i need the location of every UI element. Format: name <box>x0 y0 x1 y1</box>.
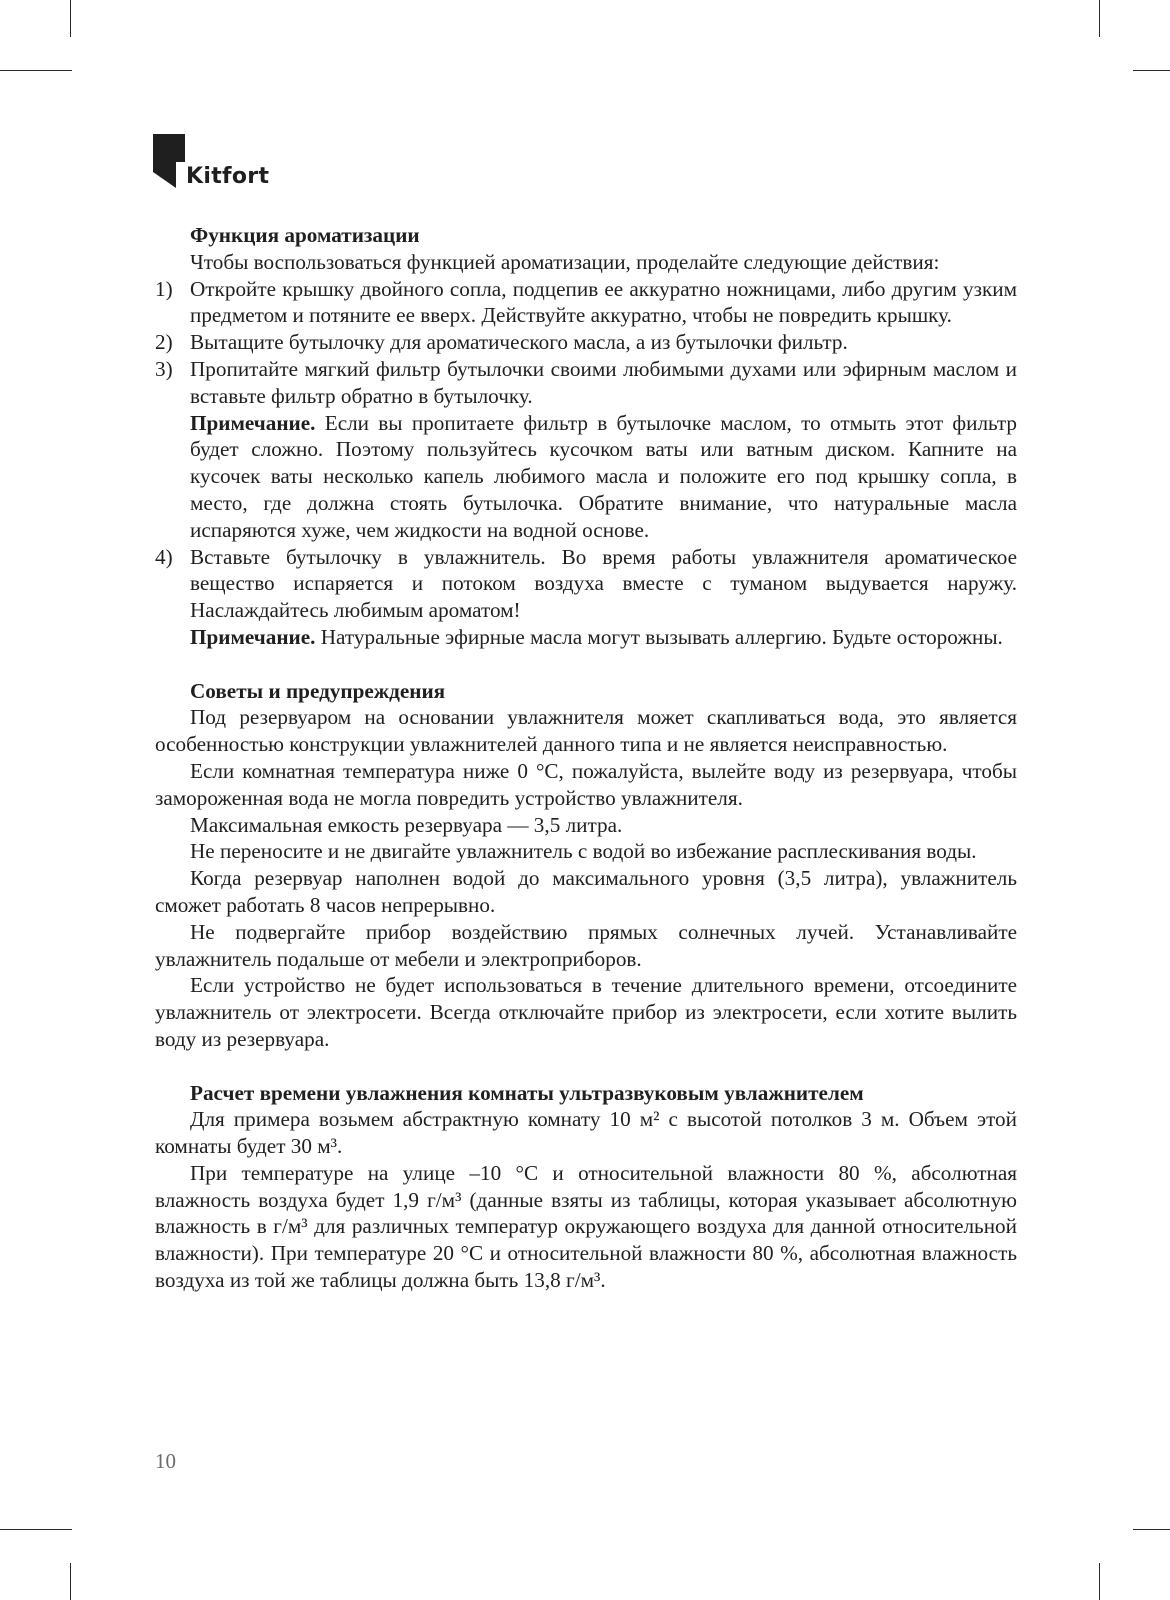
list-item <box>155 356 1017 410</box>
paragraph: Не переносите и не двигайте увлажнитель с водой во избежание расплескивания воды. <box>190 839 977 864</box>
list-text: Вытащите бутылочку для ароматического масла, а из бутылочки фильтр. <box>190 330 848 355</box>
crop-mark-left-bottom <box>0 1529 72 1530</box>
note-text: Натуральные эфирные масла могут вызывать аллергию. Будьте осторожны. <box>315 624 1003 649</box>
paragraph: При температуре на улице –10 °С и относительной влажности 80 %, абсолютная влажность воздуха будет 1,9 г/м³ (данные взяты из таблицы, которая указывает абсолютную влажность в г/м³ для различных температур окружающего воздуха для данной относительной влажности). При температуре 20 °С и относительной влажности 80 %, абсолютная влажность воздуха из той же таблицы должна быть 13,8 г/м³. <box>155 1160 1017 1293</box>
section-heading-aroma: Функция ароматизации <box>190 223 420 247</box>
crop-mark-left-top <box>0 70 72 71</box>
section-heading-calculation: Расчет времени увлажнения комнаты ультразвуковым увлажнителем <box>190 1080 864 1105</box>
paragraph: Когда резервуар наполнен водой до максимального уровня (3,5 литра), увлажнитель сможет работать 8 часов непрерывно. <box>155 866 1017 917</box>
list-number: 3) <box>155 356 173 381</box>
section-heading-tips: Советы и предупреждения <box>190 678 446 703</box>
aroma-intro: Чтобы воспользоваться функцией ароматизации, проделайте следующие действия: <box>190 249 940 274</box>
kitfort-mark-icon <box>153 134 185 190</box>
list-item <box>155 544 1017 624</box>
paragraph: Если устройство не будет использоваться в течение длительного времени, отсоедините увлажнитель от электросети. Всегда отключайте прибор из электросети, если хотите вылить воду из резервуара. <box>155 973 1017 1051</box>
note-label: Примечание. <box>190 624 316 649</box>
list-text: Откройте крышку двойного сопла, подцепив ее аккуратно ножницами, либо другим узким предметом и потяните ее вверх. Действуйте аккуратно, чтобы не повредить крышку. <box>190 276 1017 328</box>
list-number: 1) <box>155 276 173 301</box>
note-oil-filter <box>155 410 1017 544</box>
section-spacer <box>155 1053 1017 1080</box>
crop-mark-right-bottom <box>1133 1529 1170 1530</box>
note-label: Примечание. <box>190 410 316 435</box>
list-item <box>155 329 1017 356</box>
paragraph: Под резервуаром на основании увлажнителя может скапливаться вода, это является особенностью конструкции увлажнителей данного типа и не является неисправностью. <box>155 705 1017 757</box>
page-content <box>155 222 1017 1294</box>
brand-name: Kitfort <box>186 164 270 189</box>
paragraph: Если комнатная температура ниже 0 °С, пожалуйста, вылейте воду из резервуара, чтобы замороженная вода не могла повредить устройство увлажнителя. <box>155 758 1017 810</box>
list-text: Вставьте бутылочку в увлажнитель. Во время работы увлажнителя ароматическое вещество испаряется и потоком воздуха вместе с туманом выдувается наружу. Наслаждайтесь любимым ароматом! <box>190 544 1017 623</box>
list-number: 4) <box>155 544 173 569</box>
note-text: Если вы пропитаете фильтр в бутылочке маслом, то отмыть этот фильтр будет сложно. Поэтому пользуйтесь кусочком ваты или ватным диском. Капните на кусочек ваты несколько капель любимого масла и положите его под крышку сопла, в место, где должна стоять бутылочка. Обратите внимание, что натуральные масла испаряются хуже, чем жидкости на водной основе. <box>190 410 1017 542</box>
note-allergy <box>155 624 1017 651</box>
crop-mark-right-top <box>1133 70 1170 71</box>
crop-mark-bottom-right <box>1099 1563 1100 1600</box>
paragraph: Для примера возьмем абстрактную комнату 10 м² с высотой потолков 3 м. Объем этой комнаты будет 30 м³. <box>155 1107 1017 1159</box>
paragraph: Не подвергайте прибор воздействию прямых солнечных лучей. Устанавливайте увлажнитель подальше от мебели и электроприборов. <box>155 919 1017 971</box>
list-text: Пропитайте мягкий фильтр бутылочки своими любимыми духами или эфирным маслом и вставьте фильтр обратно в бутылочку. <box>190 356 1017 408</box>
crop-mark-top-left <box>70 0 71 37</box>
paragraph: Максимальная емкость резервуара — 3,5 литра. <box>190 812 623 837</box>
crop-mark-top-right <box>1099 0 1100 37</box>
section-spacer <box>155 651 1017 678</box>
crop-mark-bottom-left <box>70 1563 71 1600</box>
page-number: 10 <box>155 1449 176 1473</box>
list-number: 2) <box>155 330 173 355</box>
list-item <box>155 276 1017 330</box>
